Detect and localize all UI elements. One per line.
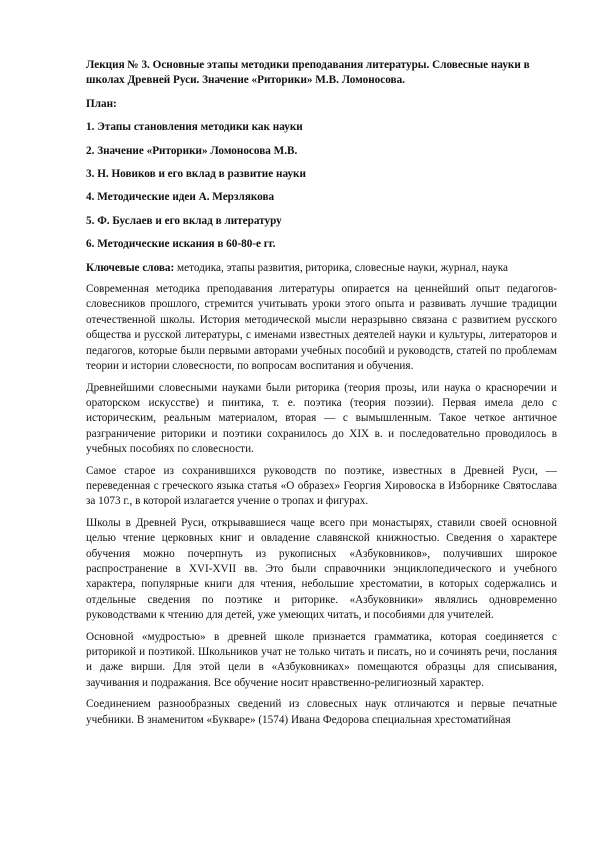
plan-item: 1. Этапы становления методики как науки	[86, 121, 303, 134]
body-paragraph: Соединением разнообразных сведений из словесных наук отличаются и первые печатные учебники. В знаменитом «Букваре» (1574) Ивана Федорова специальная хрестоматийная	[86, 698, 557, 726]
body-paragraph: Школы в Древней Руси, открывавшиеся чаще всего при монастырях, ставили своей основной целью чтение церковных книг и овладение славянской книжностью. Сведения о характере обучения можно почерпнуть из рукописных «Азбуковников», получивших широкое распространение в XVI-XVII вв. Это были справочники энциклопедического и учебного характера, популярные книги для чтения, небольшие хрестоматии, в которых содержались и отдельные сведения по поэтике и риторике. «Азбуковники» являлись одновременно руководствами к чтению для детей, уже умеющих читать, и пособиями для учителей.	[86, 516, 557, 622]
body-paragraph: Самое старое из сохранившихся руководств по поэтике, известных в Древней Руси, — переведенная с греческого языка статья «О образех» Георгия Хировоска в Изборнике Святослава за 1073 г., в которой излагается учение о тропах и фигурах.	[86, 464, 557, 508]
keywords-label: Ключевые слова:	[86, 261, 175, 274]
body-paragraph: Современная методика преподавания литературы опирается на ценнейший опыт педагогов-словесников прошлого, стремится учитывать уроки этого опыта и развивать лучшие традиции отечественной школы. История методической мысли неразрывно связана с развитием русского общества и русской литературы, с именами известных деятелей науки и культуры, литераторов и педагогов, которые были первыми авторами учебных пособий и руководств, статей по проблемам теории и истории словесности, по вопросам воспитания и обучения.	[86, 283, 557, 373]
body-paragraph: Древнейшими словесными науками были риторика (теория прозы, или наука о красноречии и ораторском искусстве) и пиитика, т. е. поэтика (теория поэзии). Первая имела дело с историческим, реальным материалом, вторая — с вымышленным. Такое четкое античное разграничение риторики и поэтики сохранилось до XIX в. и последовательно проводилось в учебных пособиях по словесности.	[86, 381, 557, 456]
lecture-title: Лекция № 3. Основные этапы методики преподавания литературы. Словесные науки в школах Древней Руси. Значение «Риторики» М.В. Ломоносова.	[86, 59, 530, 87]
plan-item: 4. Методические идеи А. Мерзлякова	[86, 191, 275, 204]
plan-item: 3. Н. Новиков и его вклад в развитие науки	[86, 168, 306, 181]
keywords-text: методика, этапы развития, риторика, словесные науки, журнал, наука	[174, 261, 508, 274]
plan-heading: План:	[86, 97, 117, 110]
plan-item: 2. Значение «Риторики» Ломоносова М.В.	[86, 144, 298, 157]
keywords-line	[86, 261, 557, 276]
body-paragraph: Основной «мудростью» в древней школе признается грамматика, которая соединяется с риторикой и поэтикой. Школьников учат не только читать и писать, но и сочинять речи, послания и даже вирши. Для этой цели в «Азбуковниках» помещаются образцы для списывания, заучивания и подражания. Все обучение носит нравственно-религиозный характер.	[86, 630, 557, 689]
plan-item: 6. Методические искания в 60-80-е гг.	[86, 238, 276, 251]
plan-item: 5. Ф. Буслаев и его вклад в литературу	[86, 214, 282, 227]
